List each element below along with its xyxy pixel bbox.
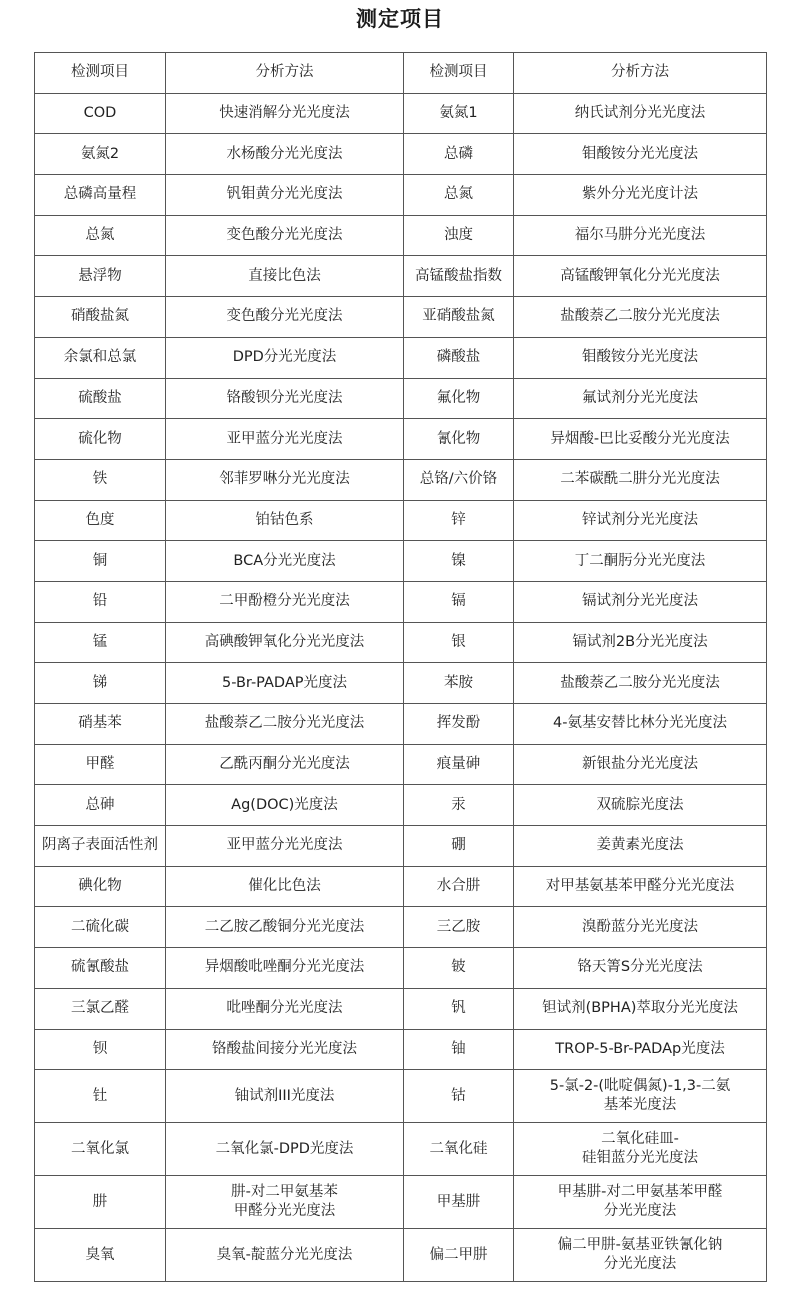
item-cell: 氨氮1 (404, 93, 514, 134)
method-cell: 二苯碳酰二肼分光光度法 (514, 459, 767, 500)
item-cell: 碘化物 (35, 866, 166, 907)
method-cell: 4-氨基安替比林分光光度法 (514, 704, 767, 745)
method-cell: 二氧化氯-DPD光度法 (166, 1123, 404, 1176)
table-row (35, 378, 767, 419)
item-cell: 硝酸盐氮 (35, 297, 166, 338)
method-cell: 紫外分光光度计法 (514, 175, 767, 216)
method-cell: DPD分光光度法 (166, 337, 404, 378)
method-cell: 对甲基氨基苯甲醛分光光度法 (514, 866, 767, 907)
item-cell: 镉 (404, 581, 514, 622)
item-cell: 镍 (404, 541, 514, 582)
table-row (35, 297, 767, 338)
table-row (35, 215, 767, 256)
item-cell: 阴离子表面活性剂 (35, 826, 166, 867)
method-cell: 双硫腙光度法 (514, 785, 767, 826)
item-cell: 总氮 (35, 215, 166, 256)
table-row (35, 704, 767, 745)
item-cell: 铀 (404, 1029, 514, 1070)
table-row (35, 826, 767, 867)
table-row (35, 622, 767, 663)
header-cell: 检测项目 (404, 53, 514, 94)
item-cell: 苯胺 (404, 663, 514, 704)
table-row (35, 1176, 767, 1229)
item-cell: 总铬/六价铬 (404, 459, 514, 500)
method-cell: BCA分光光度法 (166, 541, 404, 582)
item-cell: 铜 (35, 541, 166, 582)
method-cell: 钽试剂(BPHA)萃取分光光度法 (514, 988, 767, 1029)
item-cell: 钴 (404, 1070, 514, 1123)
table-row (35, 459, 767, 500)
table-row (35, 419, 767, 460)
table-row (35, 1070, 767, 1123)
method-cell: 臭氧-靛蓝分光光度法 (166, 1229, 404, 1282)
item-cell: 二硫化碳 (35, 907, 166, 948)
item-cell: 锑 (35, 663, 166, 704)
item-cell: COD (35, 93, 166, 134)
table-row (35, 744, 767, 785)
method-cell: 肼-对二甲氨基苯 甲醛分光光度法 (166, 1176, 404, 1229)
item-cell: 总氮 (404, 175, 514, 216)
table-row (35, 785, 767, 826)
item-cell: 氰化物 (404, 419, 514, 460)
item-cell: 三乙胺 (404, 907, 514, 948)
method-cell: TROP-5-Br-PADAp光度法 (514, 1029, 767, 1070)
item-cell: 铁 (35, 459, 166, 500)
item-cell: 偏二甲肼 (404, 1229, 514, 1282)
item-cell: 水合肼 (404, 866, 514, 907)
table-row (35, 175, 767, 216)
item-cell: 甲基肼 (404, 1176, 514, 1229)
table-row (35, 337, 767, 378)
item-cell: 硝基苯 (35, 704, 166, 745)
item-cell: 银 (404, 622, 514, 663)
method-cell: 铬酸钡分光光度法 (166, 378, 404, 419)
item-cell: 总磷 (404, 134, 514, 175)
table-row (35, 1029, 767, 1070)
table-row (35, 866, 767, 907)
method-cell: 二乙胺乙酸铜分光光度法 (166, 907, 404, 948)
table-row (35, 948, 767, 989)
method-cell: 铀试剂III光度法 (166, 1070, 404, 1123)
item-cell: 铅 (35, 581, 166, 622)
method-cell: 铬酸盐间接分光光度法 (166, 1029, 404, 1070)
method-cell: 钒钼黄分光光度法 (166, 175, 404, 216)
item-cell: 铍 (404, 948, 514, 989)
item-cell: 锰 (35, 622, 166, 663)
page-title: 测定项目 (356, 7, 444, 31)
method-cell: 高锰酸钾氧化分光光度法 (514, 256, 767, 297)
item-cell: 二氧化氯 (35, 1123, 166, 1176)
item-cell: 硼 (404, 826, 514, 867)
item-cell: 总砷 (35, 785, 166, 826)
item-cell: 三氯乙醛 (35, 988, 166, 1029)
method-cell: 5-Br-PADAP光度法 (166, 663, 404, 704)
item-cell: 悬浮物 (35, 256, 166, 297)
table-row (35, 1229, 767, 1282)
method-cell: 催化比色法 (166, 866, 404, 907)
table-row (35, 663, 767, 704)
item-cell: 甲醛 (35, 744, 166, 785)
item-cell: 总磷高量程 (35, 175, 166, 216)
item-cell: 磷酸盐 (404, 337, 514, 378)
method-cell: 二氧化硅皿- 硅钼蓝分光光度法 (514, 1123, 767, 1176)
item-cell: 高锰酸盐指数 (404, 256, 514, 297)
item-cell: 锌 (404, 500, 514, 541)
method-cell: 铬天箐S分光光度法 (514, 948, 767, 989)
table-row (35, 1123, 767, 1176)
item-cell: 臭氧 (35, 1229, 166, 1282)
table-row (35, 256, 767, 297)
method-cell: 姜黄素光度法 (514, 826, 767, 867)
method-cell: 镉试剂分光光度法 (514, 581, 767, 622)
method-cell: 铂钴色系 (166, 500, 404, 541)
method-cell: 异烟酸-巴比妥酸分光光度法 (514, 419, 767, 460)
method-cell: 溴酚蓝分光光度法 (514, 907, 767, 948)
method-cell: 亚甲蓝分光光度法 (166, 826, 404, 867)
method-cell: 福尔马肼分光光度法 (514, 215, 767, 256)
table-header-row (35, 53, 767, 94)
header-cell: 检测项目 (35, 53, 166, 94)
table-row (35, 988, 767, 1029)
method-cell: 纳氏试剂分光光度法 (514, 93, 767, 134)
item-cell: 二氧化硅 (404, 1123, 514, 1176)
method-cell: 甲基肼-对二甲氨基苯甲醛 分光光度法 (514, 1176, 767, 1229)
item-cell: 挥发酚 (404, 704, 514, 745)
method-cell: 镉试剂2B分光光度法 (514, 622, 767, 663)
measurement-table (34, 52, 767, 1282)
item-cell: 痕量砷 (404, 744, 514, 785)
method-cell: 变色酸分光光度法 (166, 297, 404, 338)
item-cell: 钒 (404, 988, 514, 1029)
method-cell: 丁二酮肟分光光度法 (514, 541, 767, 582)
method-cell: 钼酸铵分光光度法 (514, 134, 767, 175)
method-cell: 异烟酸吡唑酮分光光度法 (166, 948, 404, 989)
method-cell: 变色酸分光光度法 (166, 215, 404, 256)
method-cell: 直接比色法 (166, 256, 404, 297)
item-cell: 钡 (35, 1029, 166, 1070)
item-cell: 余氯和总氯 (35, 337, 166, 378)
method-cell: 锌试剂分光光度法 (514, 500, 767, 541)
method-cell: 吡唑酮分光光度法 (166, 988, 404, 1029)
item-cell: 氨氮2 (35, 134, 166, 175)
item-cell: 氟化物 (404, 378, 514, 419)
method-cell: 亚甲蓝分光光度法 (166, 419, 404, 460)
item-cell: 亚硝酸盐氮 (404, 297, 514, 338)
table-row (35, 134, 767, 175)
item-cell: 硫化物 (35, 419, 166, 460)
method-cell: 盐酸萘乙二胺分光光度法 (514, 663, 767, 704)
method-cell: 偏二甲肼-氨基亚铁氰化钠 分光光度法 (514, 1229, 767, 1282)
header-cell: 分析方法 (514, 53, 767, 94)
method-cell: Ag(DOC)光度法 (166, 785, 404, 826)
method-cell: 邻菲罗啉分光光度法 (166, 459, 404, 500)
item-cell: 浊度 (404, 215, 514, 256)
item-cell: 汞 (404, 785, 514, 826)
method-cell: 钼酸铵分光光度法 (514, 337, 767, 378)
method-cell: 二甲酚橙分光光度法 (166, 581, 404, 622)
item-cell: 硫酸盐 (35, 378, 166, 419)
table-body (35, 53, 767, 1282)
method-cell: 高碘酸钾氧化分光光度法 (166, 622, 404, 663)
item-cell: 硫氰酸盐 (35, 948, 166, 989)
method-cell: 5-氯-2-(吡啶偶氮)-1,3-二氨 基苯光度法 (514, 1070, 767, 1123)
table-row (35, 907, 767, 948)
method-cell: 乙酰丙酮分光光度法 (166, 744, 404, 785)
method-cell: 快速消解分光光度法 (166, 93, 404, 134)
method-cell: 新银盐分光光度法 (514, 744, 767, 785)
method-cell: 水杨酸分光光度法 (166, 134, 404, 175)
item-cell: 钍 (35, 1070, 166, 1123)
item-cell: 色度 (35, 500, 166, 541)
method-cell: 氟试剂分光光度法 (514, 378, 767, 419)
table-row (35, 93, 767, 134)
item-cell: 肼 (35, 1176, 166, 1229)
table-row (35, 500, 767, 541)
method-cell: 盐酸萘乙二胺分光光度法 (166, 704, 404, 745)
table-row (35, 541, 767, 582)
method-cell: 盐酸萘乙二胺分光光度法 (514, 297, 767, 338)
header-cell: 分析方法 (166, 53, 404, 94)
table-row (35, 581, 767, 622)
